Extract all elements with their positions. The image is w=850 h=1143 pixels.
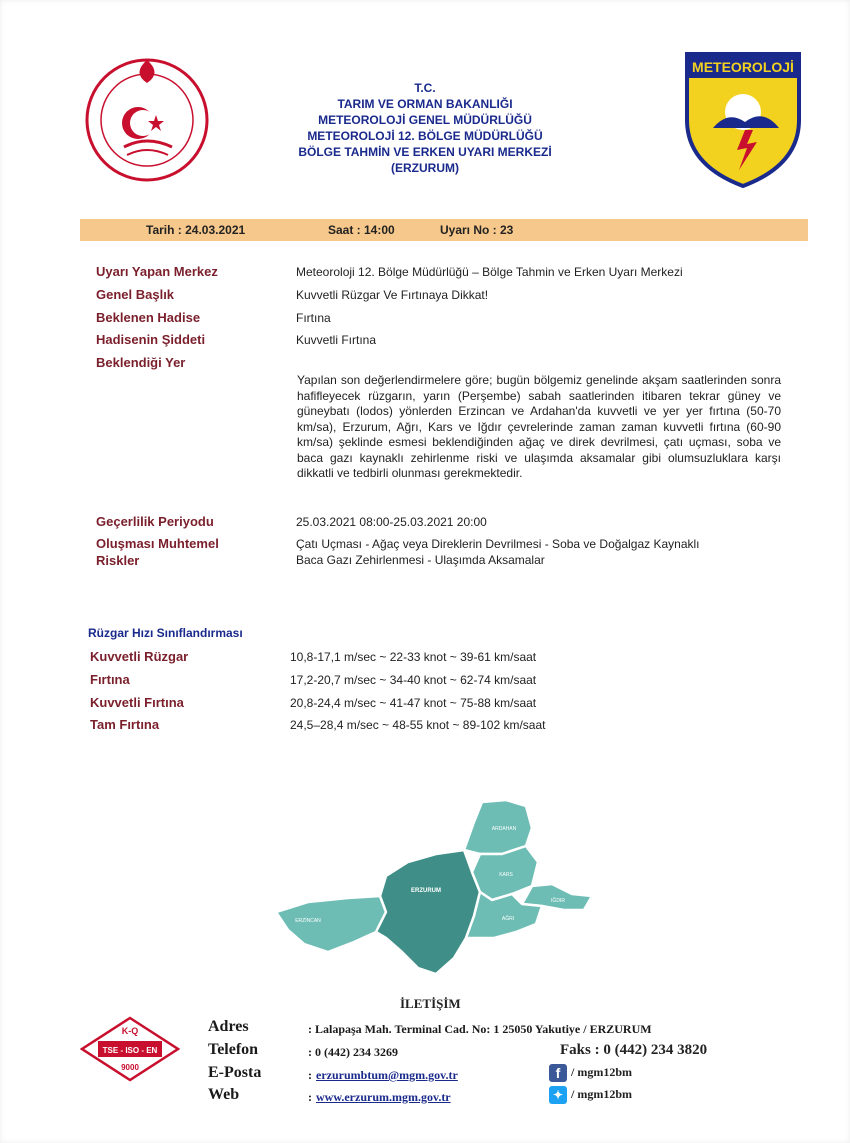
wind-row-value: 20,8-24,4 m/sec ~ 41-47 knot ~ 75-88 km/saat: [290, 696, 537, 710]
wind-row-label: Kuvvetli Fırtına: [90, 695, 184, 710]
time-text: Saat : 14:00: [328, 223, 395, 237]
field-label-validity: Geçerlilik Periyodu: [96, 514, 214, 529]
wind-row-label: Tam Fırtına: [90, 717, 160, 732]
email-prefix: :: [308, 1068, 312, 1082]
ministry-seal-logo: [82, 55, 212, 185]
field-value-risks-line1: Çatı Uçması - Ağaç veya Direklerin Devrilmesi - Soba ve Doğalgaz Kaynaklı: [296, 537, 700, 551]
header-line-city: (ERZURUM): [391, 161, 459, 175]
wind-row-value: 10,8-17,1 m/sec ~ 22-33 knot ~ 39-61 km/saat: [290, 650, 537, 664]
field-value-severity: Kuvvetli Fırtına: [296, 333, 377, 347]
map-label-erzurum: ERZURUM: [411, 888, 441, 894]
region-map: [268, 792, 604, 988]
facebook-link[interactable]: [549, 1064, 632, 1082]
web-prefix: :: [308, 1090, 312, 1104]
field-value-title: Kuvvetli Rüzgar Ve Fırtınaya Dikkat!: [296, 288, 489, 302]
date-text: Tarih : 24.03.2021: [146, 223, 246, 237]
field-label-risks-line1: Oluşması Muhtemel: [96, 536, 219, 551]
web-link[interactable]: www.erzurum.mgm.gov.tr: [316, 1090, 451, 1104]
field-value-event: Fırtına: [296, 311, 331, 325]
header-line-center: BÖLGE TAHMİN VE ERKEN UYARI MERKEZİ: [298, 145, 552, 159]
field-value-risks-line2: Baca Gazı Zehirlenmesi - Ulaşımda Aksamalar: [296, 553, 545, 567]
cert-top-text: K-Q: [121, 1026, 139, 1036]
meteoroloji-logo-text: METEOROLOJİ: [692, 59, 794, 75]
contact-title: İLETİŞİM: [400, 996, 461, 1011]
email-link[interactable]: erzurumbtum@mgm.gov.tr: [316, 1068, 458, 1082]
description-paragraph: Yapılan son değerlendirmelere göre; bugün bölgemiz genelinde akşam saatlerinden sonra hafifleyecek rüzgarın, yarın (Perşembe) sabah saatlerinden itibaren tekrar güney ve güneybatı (lodos) yönlerden Erzincan ve Ardahan'da kuvvetli ve yer yer fırtına (50-70 km/sa), Erzurum, Ağrı, Kars ve Iğdır çevrelerinde zaman zaman kuvvetli fırtına (60-90 km/sa) şeklinde esmesi beklendiğinden ağaç ve direk devrilmesi, çatı uçması, soba ve baca gazı kaynaklı zehirlenme riski ve ulaşımda aksamalar gibi olumsuzluklara karşı dikkatli ve tedbirli olunması gerekmektedir.: [297, 373, 781, 480]
header-line-tc: T.C.: [414, 81, 436, 95]
twitter-icon: ✦: [549, 1086, 567, 1104]
map-region-erzurum: [376, 850, 480, 974]
wind-row-label: Kuvvetli Rüzgar: [90, 649, 189, 664]
wind-row-label: Fırtına: [90, 672, 130, 687]
address-label: Adres: [208, 1018, 249, 1035]
header-line-general-directorate: METEOROLOJİ GENEL MÜDÜRLÜĞÜ: [318, 113, 532, 127]
map-label-igdir: IĞDIR: [551, 898, 565, 904]
fax-value: Faks : 0 (442) 234 3820: [560, 1042, 708, 1058]
map-label-agri: AĞRI: [501, 916, 515, 922]
map-label-ardahan: ARDAHAN: [491, 826, 517, 832]
header-title-block: [270, 80, 580, 176]
map-label-kars: KARS: [499, 872, 513, 878]
field-value-center: Meteoroloji 12. Bölge Müdürlüğü – Bölge Tahmin ve Erken Uyarı Merkezi: [296, 265, 683, 279]
address-value: : Lalapaşa Mah. Terminal Cad. No: 1 25050 Yakutiye / ERZURUM: [308, 1022, 652, 1036]
tse-iso-certificate-logo: [80, 1016, 180, 1082]
field-label-center: Uyarı Yapan Merkez: [96, 264, 218, 279]
header-line-regional-directorate: METEOROLOJİ 12. BÖLGE MÜDÜRLÜĞÜ: [307, 129, 543, 143]
header-line-ministry: TARIM VE ORMAN BAKANLIĞI: [337, 97, 513, 111]
phone-label: Telefon: [208, 1041, 259, 1058]
info-bar: [80, 219, 808, 241]
facebook-handle: / mgm12bm: [571, 1064, 632, 1079]
twitter-link[interactable]: [549, 1086, 632, 1104]
warning-number-text: Uyarı No : 23: [440, 223, 514, 237]
field-label-location: Beklendiği Yer: [96, 355, 186, 370]
phone-value: : 0 (442) 234 3269: [308, 1045, 398, 1059]
map-label-erzincan: ERZİNCAN: [295, 918, 321, 924]
field-label-severity: Hadisenin Şiddeti: [96, 332, 206, 347]
map-region-erzincan: [276, 896, 386, 952]
wind-row-value: 24,5–28,4 m/sec ~ 48-55 knot ~ 89-102 km/saat: [290, 718, 546, 732]
field-label-event: Beklenen Hadise: [96, 310, 201, 325]
field-label-title: Genel Başlık: [96, 287, 175, 302]
facebook-icon: f: [549, 1064, 567, 1082]
field-label-risks-line2: Riskler: [96, 553, 140, 568]
field-value-validity: 25.03.2021 08:00-25.03.2021 20:00: [296, 515, 487, 529]
web-label: Web: [208, 1086, 240, 1103]
cert-bottom-text: 9000: [121, 1063, 139, 1072]
wind-classification-title: Rüzgar Hızı Sınıflandırması: [88, 626, 243, 640]
email-label: E-Posta: [208, 1064, 262, 1081]
twitter-handle: / mgm12bm: [571, 1086, 632, 1101]
meteoroloji-logo: [683, 50, 803, 190]
cert-mid-text: TSE - ISO - EN: [102, 1046, 158, 1055]
wind-row-value: 17,2-20,7 m/sec ~ 34-40 knot ~ 62-74 km/saat: [290, 673, 537, 687]
